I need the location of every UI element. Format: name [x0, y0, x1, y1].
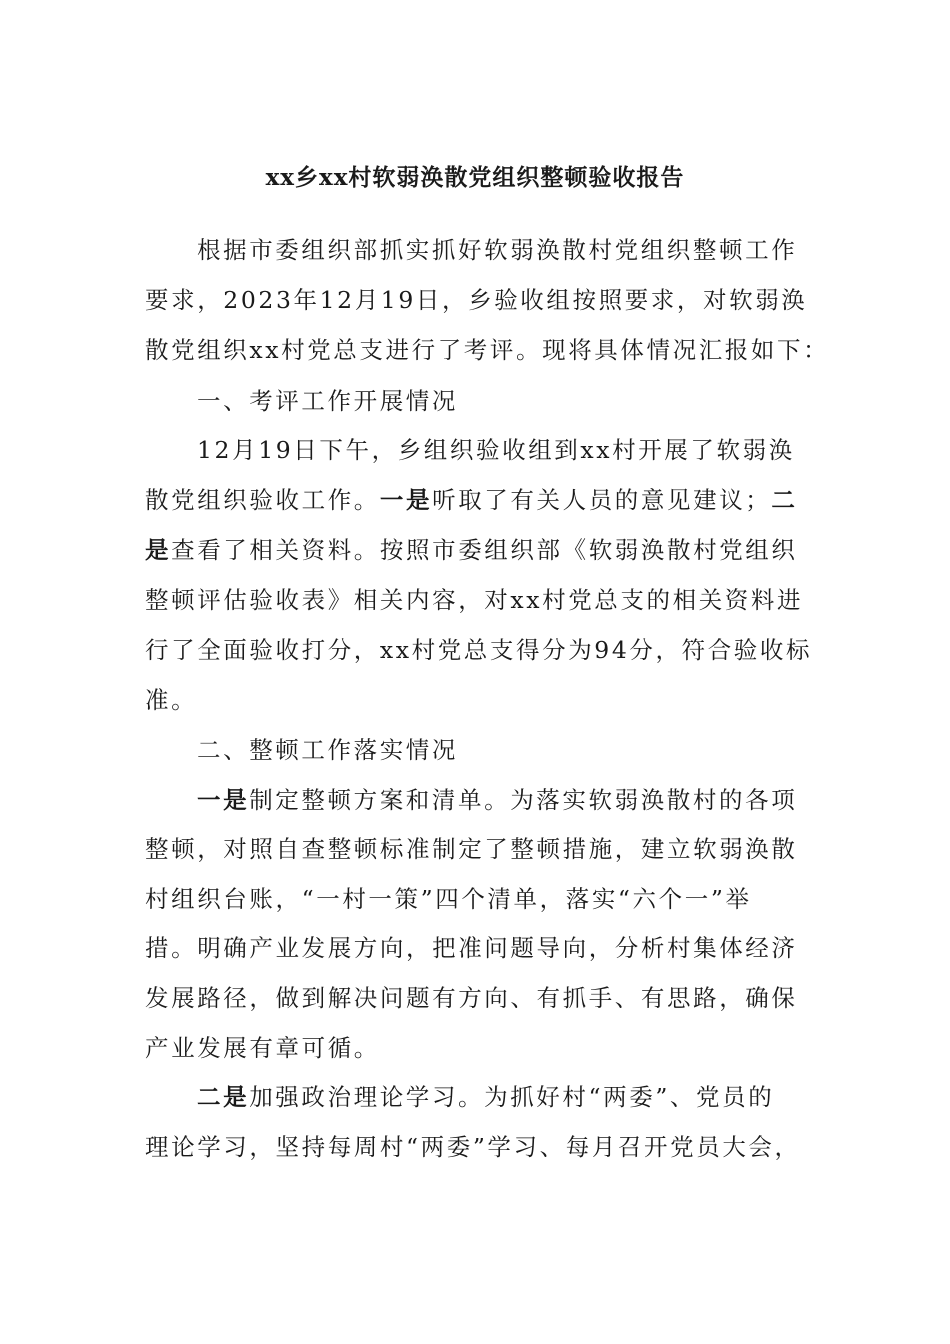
emphasis-label: 二 [771, 486, 798, 514]
emphasis-label: 一是 [379, 486, 433, 514]
paragraph-line: 措。明确产业发展方向，把准问题导向，分析村集体经济 [145, 934, 798, 962]
paragraph-line: 是查看了相关资料。按照市委组织部《软弱涣散村党组织 [145, 536, 798, 564]
paragraph-line: 要求，2023年12月19日，乡验收组按照要求，对软弱涣 [145, 286, 808, 314]
paragraph-line: 行了全面验收打分，xx村党总支得分为94分，符合验收标 [145, 636, 813, 664]
emphasis-label: 是 [145, 536, 172, 564]
paragraph-line: 二是加强政治理论学习。为抓好村“两委”、党员的 [197, 1083, 775, 1111]
document-title: xx乡xx村软弱涣散党组织整顿验收报告 [265, 164, 685, 191]
paragraph-line: 村组织台账，“一村一策”四个清单，落实“六个一”举 [145, 885, 752, 913]
paragraph-line: 根据市委组织部抓实抓好软弱涣散村党组织整顿工作 [197, 236, 798, 264]
emphasis-label: 一是 [197, 786, 250, 814]
paragraph-line: 整顿，对照自查整顿标准制定了整顿措施，建立软弱涣散 [145, 835, 798, 863]
paragraph-line: 散党组织验收工作。一是听取了有关人员的意见建议；二 [145, 486, 798, 514]
emphasis-label: 二是 [197, 1083, 250, 1111]
paragraph-line: 产业发展有章可循。 [145, 1034, 380, 1062]
section-heading-1: 一、考评工作开展情况 [197, 387, 458, 415]
paragraph-line: 12月19日下午，乡组织验收组到xx村开展了软弱涣 [197, 436, 795, 464]
paragraph-line: 理论学习，坚持每周村“两委”学习、每月召开党员大会， [145, 1133, 801, 1161]
paragraph-line: 整顿评估验收表》相关内容，对xx村党总支的相关资料进 [145, 586, 804, 614]
section-heading-2: 二、整顿工作落实情况 [197, 736, 458, 764]
paragraph-line: 准。 [145, 686, 198, 714]
paragraph-line: 散党组织xx村党总支进行了考评。现将具体情况汇报如下： [145, 336, 830, 364]
paragraph-line: 发展路径，做到解决问题有方向、有抓手、有思路，确保 [145, 984, 798, 1012]
paragraph-line: 一是制定整顿方案和清单。为落实软弱涣散村的各项 [197, 786, 798, 814]
